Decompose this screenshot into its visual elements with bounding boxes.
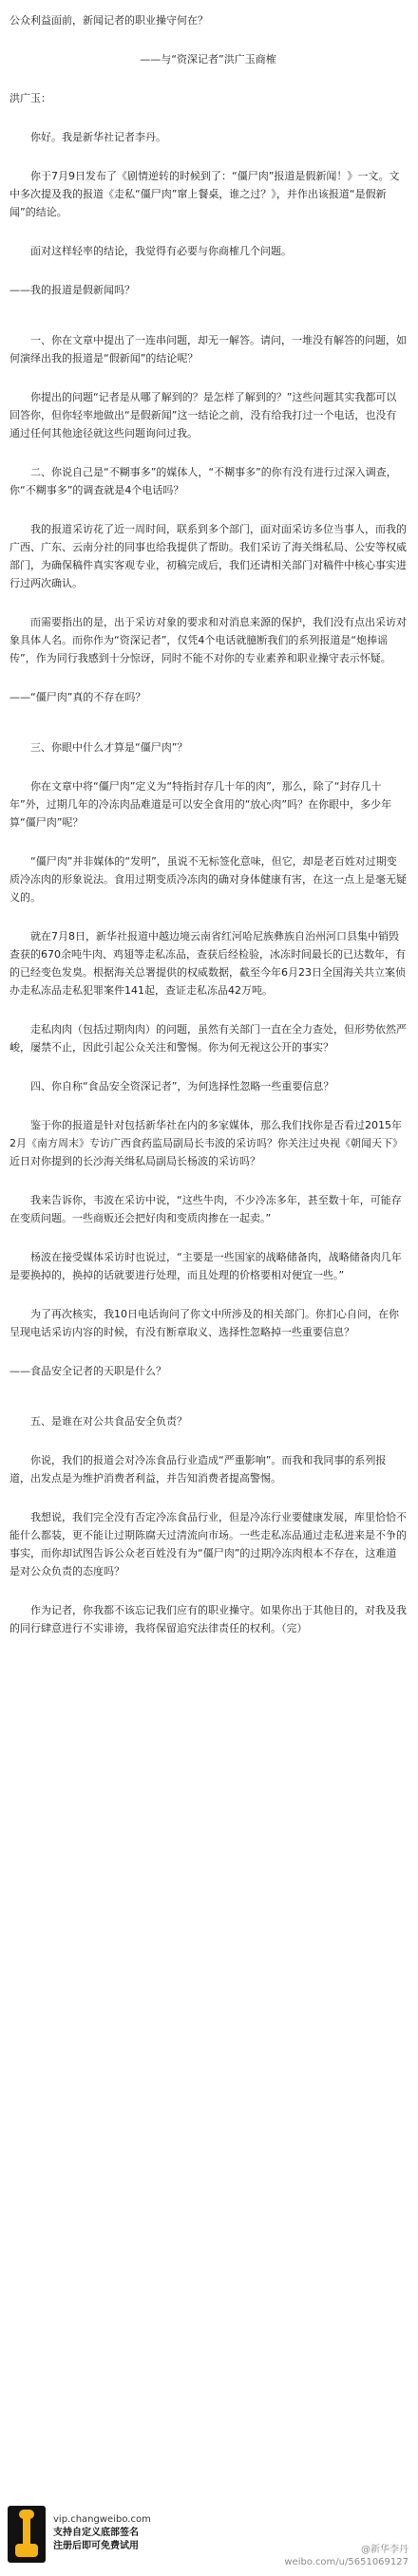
- paragraph: 就在7月8日，新华社报道中越边境云南省红河哈尼族彝族自治州河口县集中销毁查获的670余吨牛肉、鸡翅等走私冻品，查获后经检验，冰冻时间最长的已达数年，有的已经变色发臭。根据海关总署提供的权威数据，截至今年6月23日全国海关共立案侦办走私冻品走私犯罪案件141起，查证走私冻品42万吨。: [10, 930, 406, 997]
- paragraph: 你提出的问题“记者是从哪了解到的？是怎样了解到的？”这些问题其实我都可以回答你，但你轻率地做出“是假新闻”这一结论之前，没有给我打过一个电话，也没有通过任何其他途径就这些问题询问过我。: [10, 391, 397, 439]
- paragraph: 四、你自称“食品安全资深记者”，为何选择性忽略一些重要信息？: [30, 1080, 334, 1092]
- promo-url[interactable]: vip.changweibo.com: [53, 2514, 151, 2525]
- paragraph: 你在文章中将“僵尸肉”定义为“特指封存几十年的肉”，那么，除了“封存几十年”外，过期几年的冷冻肉品难道是可以安全食用的“放心肉”吗？在你眼中，多少年算“僵尸肉”呢？: [10, 780, 392, 829]
- paragraph: 三、你眼中什么才算是“僵尸肉”？: [30, 741, 188, 754]
- paragraph: 杨波在接受媒体采访时也说过，“主要是一些国家的战略储备肉，战略储备肉几年是要换掉的，换掉的话就要进行处理，而且处理的价格要相对便宜一些。”: [10, 1251, 402, 1281]
- salutation: 洪广玉：: [10, 92, 51, 104]
- watermark-url: weibo.com/u/5651069127: [284, 2557, 408, 2567]
- section-heading: ——“僵尸肉”真的不存在吗？: [10, 691, 146, 703]
- paragraph: 五、是谁在对公共食品安全负责？: [30, 1415, 187, 1428]
- paragraph: 鉴于你的报道是针对包括新华社在内的多家媒体，那么我们找你是否看过2015年2月《南方周末》专访广西食药监局副局长韦波的采访吗？你关注过央视《朝闻天下》近日对你提到的长沙海关缉私局副局长杨波的采访吗？: [10, 1119, 403, 1167]
- paragraph: 为了再次核实，我10日电话询问了你文中所涉及的相关部门。你扪心自问，在你呈现电话采访内容的时候，有没有断章取义、选择性忽略掉一些重要信息？: [10, 1308, 399, 1338]
- paragraph: 作为记者，你我都不该忘记我们应有的职业操守。如果你出于其他目的，对我及我的同行肆意进行不实诽谤，我将保留追究法律责任的权利。（完）: [10, 1604, 407, 1634]
- article-title: 公众利益面前，新闻记者的职业操守何在？: [10, 14, 208, 27]
- paragraph: 你于7月9日发布了《剧情逆转的时候到了：“僵尸肉”报道是假新闻！》一文。文中多次提及我的报道《走私“僵尸肉”窜上餐桌，谁之过？》，并作出该报道“是假新闻”的结论。: [10, 170, 400, 218]
- footer-signature: [0, 2489, 418, 2576]
- paragraph: “僵尸肉”并非媒体的“发明”，虽说不无标签化意味，但它，却是老百姓对过期变质冷冻肉的形象说法。食用过期变质冷冻肉的确对身体健康有害，在这一点上是毫无疑义的。: [10, 855, 407, 904]
- paragraph: 你说，我们的报道会对冷冻食品行业造成“严重影响”。而我和我同事的系列报道，出发点是为维护消费者利益，并告知消费者提高警惕。: [10, 1454, 387, 1484]
- paragraph: 我的报道采访花了近一周时间，联系到多个部门，面对面采访多位当事人，而我的广西、广东、云南分社的同事也给我提供了帮助。我们采访了海关缉私局、公安等权威部门，为确保稿件真实客观专业，初稿完成后，我们还请相关部门对稿件中核心事实进行过两次确认。: [10, 523, 407, 589]
- paragraph: 我来告诉你，韦波在采访中说，“这些牛肉，不少冷冻多年，甚至数十年，可能存在变质问题。一些商贩还会把好肉和变质肉掺在一起卖。”: [10, 1194, 402, 1224]
- paragraph: 我想说，我们完全没有否定冷冻食品行业，但是冷冻行业要健康发展，库里恰恰不能什么都装，更不能让过期陈腐天过清流向市场。一些走私冻品通过走私进来是不争的事实，而你却试图告诉公众老百姓没有为“僵尸肉”的过期冷冻肉根本不存在，这难道是对公众负责的态度吗？: [10, 1511, 407, 1577]
- weibo-watermark: [284, 2544, 408, 2568]
- paragraph: 而需要指出的是，出于采访对象的要求和对消息来源的保护，我们没有点出采访对象具体人名。而你作为“资深记者”，仅凭4个电话就臆断我们的系列报道是“炮捧谣传”，作为同行我感到十分惊讶，同时不能不对你的专业素养和职业操守表示怀疑。: [10, 616, 407, 664]
- watermark-name: @新华李丹: [361, 2545, 408, 2555]
- promo-block: [53, 2513, 151, 2553]
- paragraph: 你好。我是新华社记者李丹。: [30, 131, 166, 143]
- paragraph: 一、你在文章中提出了一连串问题，却无一解答。请问，一堆没有解答的问题，如何演绎出我的报道是“假新闻”的结论呢？: [10, 334, 407, 364]
- promo-line: 支持自定义底部签名: [53, 2528, 139, 2538]
- section-heading: ——我的报道是假新闻吗？: [10, 284, 135, 296]
- paragraph: 走私肉肉（包括过期肉肉）的问题，虽然有关部门一直在全力查处，但形势依然严峻，屡禁不止，因此引起公众关注和警惕。你为何无视这公开的事实？: [10, 1023, 407, 1054]
- giraffe-logo-icon: [8, 2506, 46, 2563]
- paragraph: 二、你说自己是“不糊事多”的媒体人，“不糊事多”的你有没有进行过深入调查，你“不糊事多”的调查就是4个电话吗？: [10, 466, 397, 496]
- section-heading: ——食品安全记者的天职是什么？: [10, 1365, 166, 1377]
- promo-line: 注册后即可免费试用: [53, 2541, 139, 2551]
- paragraph: 面对这样轻率的结论，我觉得有必要与你商榷几个问题。: [30, 245, 292, 257]
- article-subtitle: ——与“资深记者”洪广玉商榷: [140, 53, 276, 65]
